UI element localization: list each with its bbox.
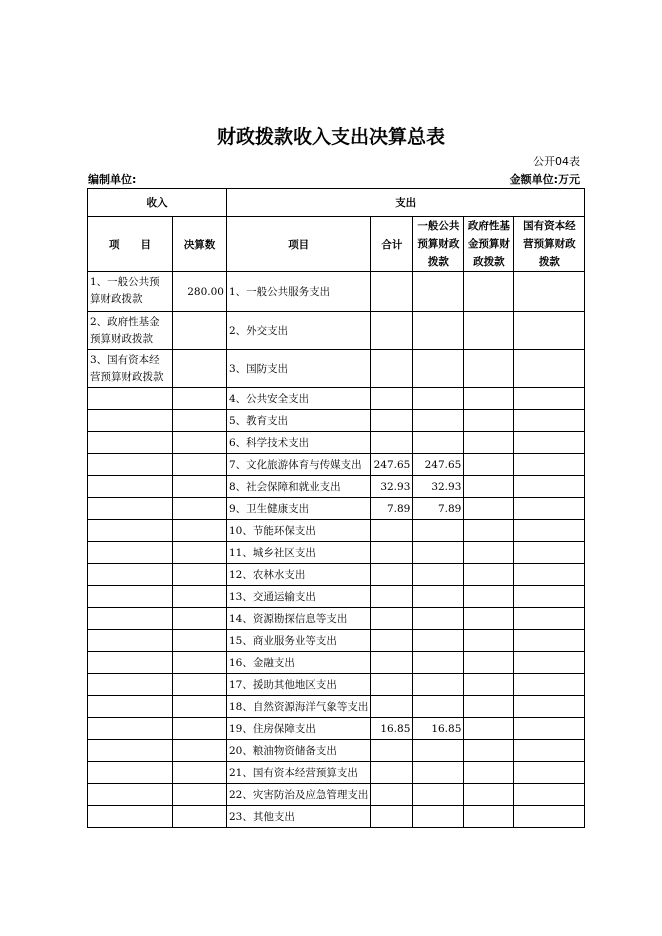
expense-general-value: 247.65 [413, 454, 464, 476]
income-item-label [88, 520, 173, 542]
expense-capital-value [514, 762, 585, 784]
table-row [88, 630, 585, 652]
income-item-label [88, 564, 173, 586]
income-item-label [88, 674, 173, 696]
income-item-label: 3、国有资本经营预算财政拨款 [88, 350, 173, 388]
item-header: 项 目 [88, 217, 173, 272]
state-capital-header: 国有资本经营预算财政拨款 [514, 217, 585, 272]
expense-general-value [413, 586, 464, 608]
income-item-value [173, 498, 227, 520]
expense-fund-value [464, 674, 514, 696]
table-row [88, 674, 585, 696]
table-row [88, 312, 585, 350]
expense-fund-value [464, 312, 514, 350]
expense-total-value: 247.65 [371, 454, 413, 476]
expense-total-value: 16.85 [371, 718, 413, 740]
expense-general-value [413, 674, 464, 696]
expense-capital-value [514, 586, 585, 608]
expense-total-value [371, 520, 413, 542]
expense-general-value [413, 542, 464, 564]
expense-fund-value [464, 498, 514, 520]
expense-item-label: 20、粮油物资储备支出 [227, 740, 371, 762]
income-item-label [88, 718, 173, 740]
income-item-value [173, 586, 227, 608]
expense-header: 支出 [227, 189, 585, 217]
income-item-value [173, 350, 227, 388]
expense-total-value [371, 806, 413, 828]
expense-total-value [371, 696, 413, 718]
income-item-label [88, 784, 173, 806]
income-item-value [173, 476, 227, 498]
expense-fund-value [464, 410, 514, 432]
table-row [88, 542, 585, 564]
expense-general-value [413, 608, 464, 630]
income-item-label: 1、一般公共预算财政拨款 [88, 272, 173, 312]
page-title: 财政拨款收入支出决算总表 [216, 126, 445, 148]
table-row [88, 454, 585, 476]
expense-capital-value [514, 312, 585, 350]
expense-fund-value [464, 388, 514, 410]
income-item-label [88, 388, 173, 410]
expense-fund-value [464, 762, 514, 784]
expense-general-value: 7.89 [413, 498, 464, 520]
expense-general-value [413, 350, 464, 388]
expense-total-value: 7.89 [371, 498, 413, 520]
expense-fund-value [464, 542, 514, 564]
expense-capital-value [514, 652, 585, 674]
expense-capital-value [514, 410, 585, 432]
income-item-label [88, 454, 173, 476]
table-row [88, 718, 585, 740]
income-item-label [88, 740, 173, 762]
income-item-value [173, 762, 227, 784]
expense-item-label: 12、农林水支出 [227, 564, 371, 586]
expense-fund-value [464, 718, 514, 740]
income-item-value [173, 432, 227, 454]
expense-general-value: 32.93 [413, 476, 464, 498]
expense-item-label: 3、国防支出 [227, 350, 371, 388]
income-item-label [88, 586, 173, 608]
expense-fund-value [464, 740, 514, 762]
expense-item-label: 17、援助其他地区支出 [227, 674, 371, 696]
expense-total-value [371, 312, 413, 350]
table-row [88, 608, 585, 630]
expense-general-value [413, 564, 464, 586]
income-item-value [173, 608, 227, 630]
income-item-value [173, 806, 227, 828]
expense-item-label: 5、教育支出 [227, 410, 371, 432]
expense-total-value: 32.93 [371, 476, 413, 498]
expense-total-value [371, 272, 413, 312]
expense-capital-value [514, 630, 585, 652]
expense-general-value [413, 696, 464, 718]
expense-capital-value [514, 608, 585, 630]
expense-total-value [371, 784, 413, 806]
expense-capital-value [514, 520, 585, 542]
income-item-label [88, 432, 173, 454]
expense-total-value [371, 740, 413, 762]
income-item-label [88, 410, 173, 432]
income-item-value [173, 652, 227, 674]
expense-capital-value [514, 784, 585, 806]
expense-total-value [371, 630, 413, 652]
expense-item-label: 8、社会保障和就业支出 [227, 476, 371, 498]
expense-fund-value [464, 630, 514, 652]
expense-total-value [371, 586, 413, 608]
expense-fund-value [464, 608, 514, 630]
expense-item-label: 22、灾害防治及应急管理支出 [227, 784, 371, 806]
income-item-label [88, 498, 173, 520]
budget-summary-table [87, 188, 585, 828]
income-item-value [173, 388, 227, 410]
expense-capital-value [514, 806, 585, 828]
income-item-label [88, 696, 173, 718]
expense-general-value [413, 432, 464, 454]
table-row [88, 350, 585, 388]
income-item-value [173, 740, 227, 762]
expense-capital-value [514, 388, 585, 410]
expense-general-value [413, 630, 464, 652]
expense-general-value [413, 272, 464, 312]
expense-item-label: 6、科学技术支出 [227, 432, 371, 454]
expense-total-value [371, 410, 413, 432]
table-row [88, 652, 585, 674]
general-budget-header: 一般公共预算财政拨款 [413, 217, 464, 272]
expense-item-label: 4、公共安全支出 [227, 388, 371, 410]
income-item-value [173, 410, 227, 432]
table-row [88, 586, 585, 608]
expense-item-label: 10、节能环保支出 [227, 520, 371, 542]
income-item-label [88, 542, 173, 564]
expense-capital-value [514, 674, 585, 696]
expense-capital-value [514, 476, 585, 498]
income-item-label [88, 762, 173, 784]
expense-fund-value [464, 696, 514, 718]
compiling-unit-label: 编制单位: [88, 173, 137, 186]
income-item-label [88, 476, 173, 498]
project-header: 项目 [227, 217, 371, 272]
expense-total-value [371, 564, 413, 586]
expense-total-value [371, 652, 413, 674]
expense-capital-value [514, 740, 585, 762]
expense-capital-value [514, 350, 585, 388]
expense-item-label: 7、文化旅游体育与传媒支出 [227, 454, 371, 476]
expense-item-label: 13、交通运输支出 [227, 586, 371, 608]
table-row [88, 520, 585, 542]
income-item-value [173, 784, 227, 806]
expense-item-label: 15、商业服务业等支出 [227, 630, 371, 652]
expense-total-value [371, 674, 413, 696]
expense-fund-value [464, 476, 514, 498]
total-header: 合计 [371, 217, 413, 272]
income-item-value [173, 630, 227, 652]
expense-fund-value [464, 350, 514, 388]
expense-general-value [413, 806, 464, 828]
expense-general-value [413, 520, 464, 542]
expense-total-value [371, 762, 413, 784]
expense-capital-value [514, 564, 585, 586]
table-row [88, 498, 585, 520]
income-header: 收入 [88, 189, 227, 217]
expense-capital-value [514, 454, 585, 476]
expense-item-label: 1、一般公共服务支出 [227, 272, 371, 312]
income-item-value: 280.00 [173, 272, 227, 312]
table-row [88, 696, 585, 718]
expense-item-label: 14、资源勘探信息等支出 [227, 608, 371, 630]
expense-fund-value [464, 454, 514, 476]
table-row [88, 476, 585, 498]
expense-fund-value [464, 520, 514, 542]
expense-item-label: 2、外交支出 [227, 312, 371, 350]
expense-item-label: 19、住房保障支出 [227, 718, 371, 740]
amount-unit-label: 金额单位:万元 [509, 173, 580, 186]
expense-capital-value [514, 498, 585, 520]
expense-general-value [413, 410, 464, 432]
income-item-value [173, 674, 227, 696]
table-row [88, 388, 585, 410]
expense-capital-value [514, 542, 585, 564]
income-item-value [173, 696, 227, 718]
expense-general-value [413, 312, 464, 350]
expense-total-value [371, 432, 413, 454]
income-item-label [88, 806, 173, 828]
expense-fund-value [464, 432, 514, 454]
final-amount-header: 决算数 [173, 217, 227, 272]
expense-total-value [371, 350, 413, 388]
expense-total-value [371, 608, 413, 630]
income-item-label: 2、政府性基金预算财政拨款 [88, 312, 173, 350]
income-item-value [173, 312, 227, 350]
expense-fund-value [464, 586, 514, 608]
expense-item-label: 9、卫生健康支出 [227, 498, 371, 520]
table-row [88, 784, 585, 806]
income-item-value [173, 564, 227, 586]
expense-fund-value [464, 564, 514, 586]
expense-fund-value [464, 652, 514, 674]
table-row [88, 272, 585, 312]
expense-capital-value [514, 432, 585, 454]
table-row [88, 564, 585, 586]
expense-general-value [413, 388, 464, 410]
expense-capital-value [514, 272, 585, 312]
expense-item-label: 11、城乡社区支出 [227, 542, 371, 564]
expense-general-value [413, 652, 464, 674]
table-row [88, 410, 585, 432]
expense-general-value [413, 762, 464, 784]
expense-item-label: 18、自然资源海洋气象等支出 [227, 696, 371, 718]
expense-general-value: 16.85 [413, 718, 464, 740]
expense-total-value [371, 542, 413, 564]
expense-fund-value [464, 784, 514, 806]
form-number: 公开04表 [533, 155, 580, 168]
expense-item-label: 21、国有资本经营预算支出 [227, 762, 371, 784]
expense-capital-value [514, 718, 585, 740]
expense-total-value [371, 388, 413, 410]
income-item-value [173, 718, 227, 740]
expense-fund-value [464, 272, 514, 312]
income-item-label [88, 652, 173, 674]
expense-general-value [413, 784, 464, 806]
income-item-label [88, 608, 173, 630]
income-item-value [173, 542, 227, 564]
expense-item-label: 16、金融支出 [227, 652, 371, 674]
expense-general-value [413, 740, 464, 762]
table-row [88, 762, 585, 784]
table-row [88, 806, 585, 828]
gov-fund-header: 政府性基金预算财政拨款 [464, 217, 514, 272]
income-item-label [88, 630, 173, 652]
income-item-value [173, 454, 227, 476]
table-row [88, 740, 585, 762]
expense-item-label: 23、其他支出 [227, 806, 371, 828]
expense-fund-value [464, 806, 514, 828]
income-item-value [173, 520, 227, 542]
table-row [88, 432, 585, 454]
expense-capital-value [514, 696, 585, 718]
